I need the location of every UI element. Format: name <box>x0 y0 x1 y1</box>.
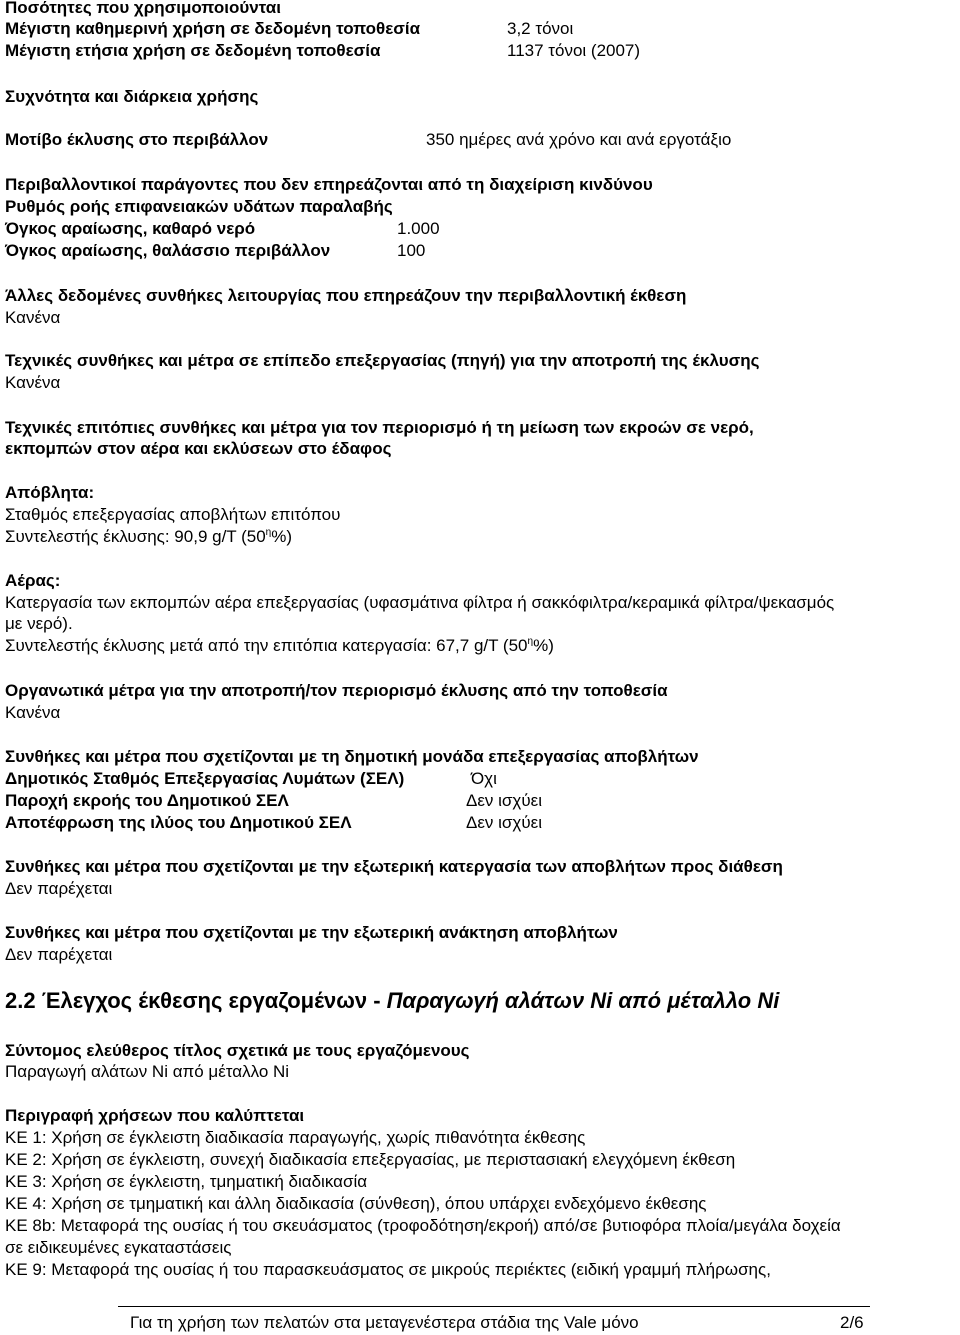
use-item: ΚΕ 1: Χρήση σε έγκλειστη διαδικασία παραγωγής, χωρίς πιθανότητα έκθεσης <box>5 1128 586 1147</box>
use-item: ΚΕ 9: Μεταφορά της ουσίας ή του παρασκευάσματος σε μικρούς περιέκτες (ειδική γραμμή πλήρωσης, <box>5 1260 771 1279</box>
organisational-value: Κανένα <box>5 703 61 722</box>
technical-source-heading: Τεχνικές συνθήκες και μέτρα σε επίπεδο επεξεργασίας (πηγή) για την αποτροπή της έκλυσης <box>5 351 760 370</box>
daily-use-value: 3,2 τόνοι <box>507 19 574 38</box>
footer-text: Για τη χρήση των πελατών στα μεταγενέστερα στάδια της Vale μόνο <box>130 1313 639 1332</box>
municipal-heading: Συνθήκες και μέτρα που σχετίζονται με τη δημοτική μονάδα επεξεργασίας αποβλήτων <box>5 747 699 766</box>
quantities-heading: Ποσότητες που χρησιμοποιούνται <box>5 0 281 17</box>
flow-rate-label: Ρυθμός ροής επιφανειακών υδάτων παραλαβής <box>5 197 393 216</box>
use-item: ΚΕ 4: Χρήση σε τμηματική και άλλη διαδικασία (σύνθεση), όπου υπάρχει ενδεχόμενο έκθεσης <box>5 1194 707 1213</box>
short-title-heading: Σύντομος ελεύθερος τίτλος σχετικά με τους εργαζόμενους <box>5 1041 470 1060</box>
use-item: ΚΕ 3: Χρήση σε έγκλειστη, τμηματική διαδικασία <box>5 1172 368 1191</box>
dilution-marine-label: Όγκος αραίωσης, θαλάσσιο περιβάλλον <box>5 241 331 260</box>
dilution-fresh-value: 1.000 <box>397 219 440 238</box>
use-item: σε ειδικευμένες εγκαταστάσεις <box>5 1238 232 1257</box>
air-line-1: Κατεργασία των εκπομπών αέρα επεξεργασίας (υφασμάτινα φίλτρα ή σακκόφιλτρα/κεραμικά φίλτρα/ψεκασμός <box>5 593 835 612</box>
short-title-value: Παραγωγή αλάτων Ni από μέταλλο Ni <box>5 1062 290 1081</box>
section-title: 2.2 Έλεγχος έκθεσης εργαζομένων - Παραγωγή αλάτων Ni από μέταλλο Ni <box>5 988 780 1013</box>
annual-use-value: 1137 τόνοι (2007) <box>507 41 641 60</box>
waste-release-factor: Συντελεστής έκλυσης: 90,9 g/T $(50^\eta\%)$ <box>5 527 293 546</box>
organisational-heading: Οργανωτικά μέτρα για την αποτροπή/τον περιορισμό έκλυσης από την τοποθεσία <box>5 681 668 700</box>
stp-value: Όχι <box>471 769 497 788</box>
waste-heading: Απόβλητα: <box>5 483 95 502</box>
dilution-marine-value: 100 <box>397 241 426 260</box>
frequency-heading: Συχνότητα και διάρκεια χρήσης <box>5 87 259 106</box>
external-disposal-value: Δεν παρέχεται <box>5 879 113 898</box>
external-recovery-value: Δεν παρέχεται <box>5 945 113 964</box>
sludge-value: Δεν ισχύει <box>466 813 543 832</box>
use-item: ΚΕ 8b: Μεταφορά της ουσίας ή του σκευάσματος (τροφοδότηση/εκροή) από/σε βυτιοφόρα πλοία/μεγάλα δοχεία <box>5 1216 841 1235</box>
annual-use-label: Μέγιστη ετήσια χρήση σε δεδομένη τοποθεσία <box>5 41 381 60</box>
release-pattern-label: Μοτίβο έκλυσης στο περιβάλλον <box>5 130 269 149</box>
footer-divider <box>118 1306 870 1307</box>
daily-use-label: Μέγιστη καθημερινή χρήση σε δεδομένη τοποθεσία <box>5 19 421 38</box>
effluent-label: Παροχή εκροής του Δημοτικού ΣΕΛ <box>5 791 289 810</box>
other-conditions-value: Κανένα <box>5 308 61 327</box>
air-line-2: με νερό). <box>5 614 73 633</box>
air-release-factor: Συντελεστής έκλυσης μετά από την επιτόπια κατεργασία: 67,7 g/T $(50^\eta\%)$ <box>5 636 554 655</box>
other-conditions-heading: Άλλες δεδομένες συνθήκες λειτουργίας που επηρεάζουν την περιβαλλοντική έκθεση <box>5 286 687 305</box>
external-disposal-heading: Συνθήκες και μέτρα που σχετίζονται με την εξωτερική κατεργασία των αποβλήτων προς διάθεση <box>5 857 783 876</box>
use-item: ΚΕ 2: Χρήση σε έγκλειστη, συνεχή διαδικασία επεξεργασίας, με περιστασιακή ελεγχόμενη έκθεση <box>5 1150 736 1169</box>
technical-onsite-heading-1: Τεχνικές επιτόπιες συνθήκες και μέτρα για τον περιορισμό ή τη μείωση των εκροών σε νερό, <box>5 418 754 437</box>
environment-heading: Περιβαλλοντικοί παράγοντες που δεν επηρεάζονται από τη διαχείριση κινδύνου <box>5 175 653 194</box>
page-number: 2/6 <box>840 1313 864 1332</box>
dilution-fresh-label: Όγκος αραίωσης, καθαρό νερό <box>5 219 256 238</box>
sludge-label: Αποτέφρωση της ιλύος του Δημοτικού ΣΕΛ <box>5 813 352 832</box>
waste-line-1: Σταθμός επεξεργασίας αποβλήτων επιτόπου <box>5 505 341 524</box>
release-pattern-value: 350 ημέρες ανά χρόνο και ανά εργοτάξιο <box>426 130 732 149</box>
technical-onsite-heading-2: εκπομπών στον αέρα και εκλύσεων στο έδαφος <box>5 439 392 458</box>
external-recovery-heading: Συνθήκες και μέτρα που σχετίζονται με την εξωτερική ανάκτηση αποβλήτων <box>5 923 618 942</box>
uses-heading: Περιγραφή χρήσεων που καλύπτεται <box>5 1106 305 1125</box>
stp-label: Δημοτικός Σταθμός Επεξεργασίας Λυμάτων (ΣΕΛ) <box>5 769 405 788</box>
air-heading: Αέρας: <box>5 571 61 590</box>
effluent-value: Δεν ισχύει <box>466 791 543 810</box>
technical-source-value: Κανένα <box>5 373 61 392</box>
